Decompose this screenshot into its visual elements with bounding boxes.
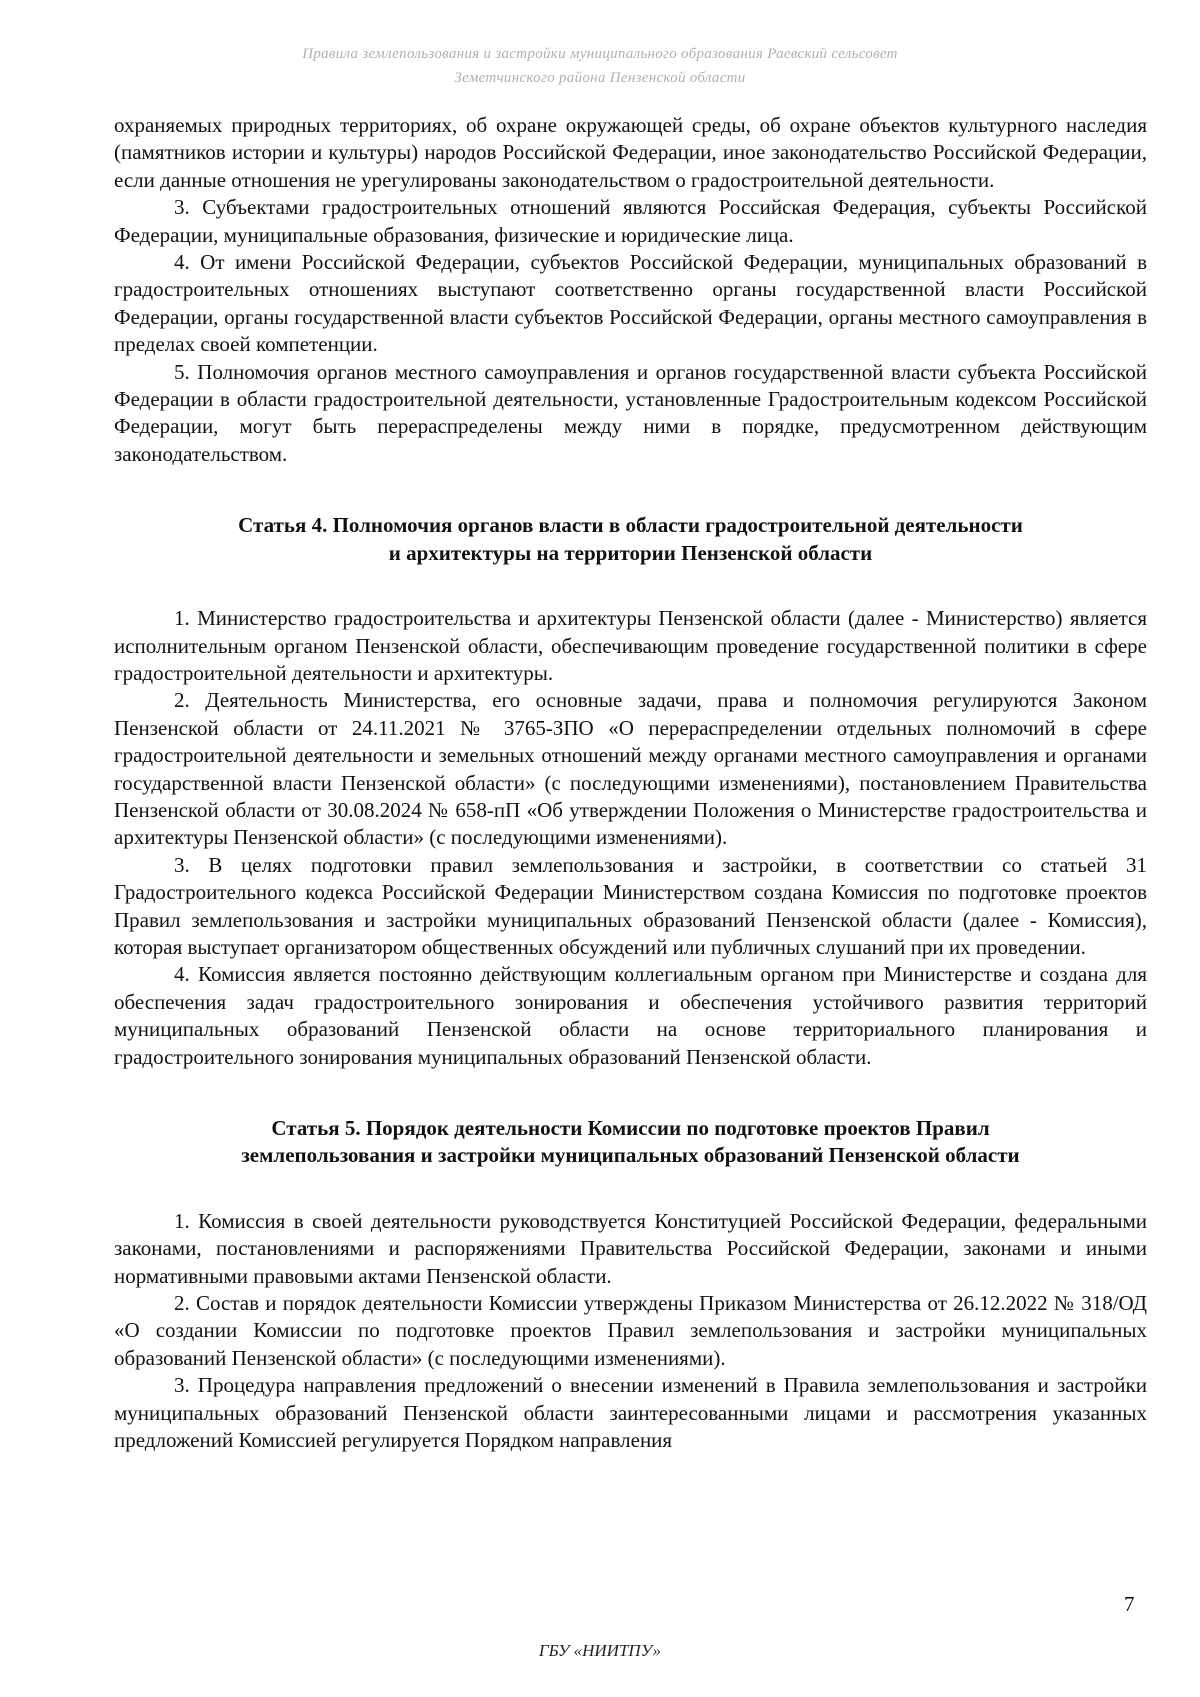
paragraph: 3. Субъектами градостроительных отношений являются Российская Федерация, субъекты Российской Федерации, муниципальные образования, физические и юридические лица. <box>114 195 1147 247</box>
page-number: 7 <box>1124 1592 1135 1616</box>
paragraph: 4. Комиссия является постоянно действующим коллегиальным органом при Министерстве и создана для обеспечения задач градостроительного зонирования и обеспечения устойчивого развития территорий муниципальных образований Пензенской области на основе территориального планирования и градостроительного зонирования муниципальных образований Пензенской области. <box>114 962 1147 1069</box>
header-line-2: Земетчинского района Пензенской области <box>454 70 746 86</box>
paragraph: 1. Комиссия в своей деятельности руководствуется Конституцией Российской Федерации, федеральными законами, постановлениями и распоряжениями Правительства Российской Федерации, законами и иными нормативными правовыми актами Пензенской области. <box>114 1208 1147 1288</box>
article-5-heading <box>114 1115 1147 1170</box>
paragraph: 4. От имени Российской Федерации, субъектов Российской Федерации, муниципальных образований в градостроительных отношениях выступают соответственно органы государственной власти Российской Федерации, органы государственной власти субъектов Российской Федерации, органы местного самоуправления в пределах своей компетенции. <box>114 250 1147 357</box>
document-body <box>114 112 1147 1454</box>
heading-line: и архитектуры на территории Пензенской области <box>388 540 873 565</box>
heading-line: Статья 4. Полномочия органов власти в области градостроительной деятельности <box>238 513 1023 538</box>
footer: ГБУ «НИИТПУ» <box>538 1641 662 1660</box>
paragraph: 2. Деятельность Министерства, его основные задачи, права и полномочия регулируются Законом Пензенской области от 24.11.2021 № 3765-ЗПО «О перераспределении отдельных полномочий в сфере градостроительной деятельности и земельных отношений между органами местного самоуправления и органами государственной власти Пензенской области» (с последующими изменениями), постановлением Правительства Пензенской области от 30.08.2024 № 658-пП «Об утверждении Положения о Министерстве градостроительства и архитектуры Пензенской области» (с последующими изменениями). <box>114 688 1147 850</box>
paragraph: 3. В целях подготовки правил землепользования и застройки, в соответствии со статьей 31 Градостроительного кодекса Российской Федерации Министерством создана Комиссия по подготовке проектов Правил землепользования и застройки муниципальных образований Пензенской области (далее - Комиссия), которая выступает организатором общественных обсуждений или публичных слушаний при их проведении. <box>114 852 1147 959</box>
paragraph: 2. Состав и порядок деятельности Комиссии утверждены Приказом Министерства от 26.12.2022 № 318/ОД «О создании Комиссии по подготовке проектов Правил землепользования и застройки муниципальных образований Пензенской области» (с последующими изменениями). <box>114 1291 1147 1370</box>
paragraph: охраняемых природных территориях, об охране окружающей среды, об охране объектов культурного наследия (памятников истории и культуры) народов Российской Федерации, иное законодательство Российской Федерации, если данные отношения не урегулированы законодательством о градостроительной деятельности. <box>114 113 1147 192</box>
heading-line: Статья 5. Порядок деятельности Комиссии по подготовке проектов Правил <box>271 1116 990 1140</box>
heading-line: землепользования и застройки муниципальных образований Пензенской области <box>241 1143 1020 1168</box>
paragraph: 3. Процедура направления предложений о внесении изменений в Правила землепользования и застройки муниципальных образований Пензенской области заинтересованными лицами и рассмотрения указанных предложений Комиссией регулируется Порядком направления <box>114 1373 1147 1453</box>
article-4-heading <box>114 512 1147 567</box>
paragraph: 5. Полномочия органов местного самоуправления и органов государственной власти субъекта Российской Федерации в области градостроительной деятельности, установленные Градостроительным кодексом Российской Федерации, могут быть перераспределены между ними в порядке, предусмотренном действующим законодательством. <box>114 359 1147 466</box>
running-header <box>0 42 1200 90</box>
paragraph: 1. Министерство градостроительства и архитектуры Пензенской области (далее - Министерство) является исполнительным органом Пензенской области, обеспечивающим проведение государственной политики в сфере градостроительной деятельности и архитектуры. <box>114 606 1147 685</box>
header-line-1: Правила землепользования и застройки муниципального образования Раевский сельсовет <box>302 46 898 62</box>
